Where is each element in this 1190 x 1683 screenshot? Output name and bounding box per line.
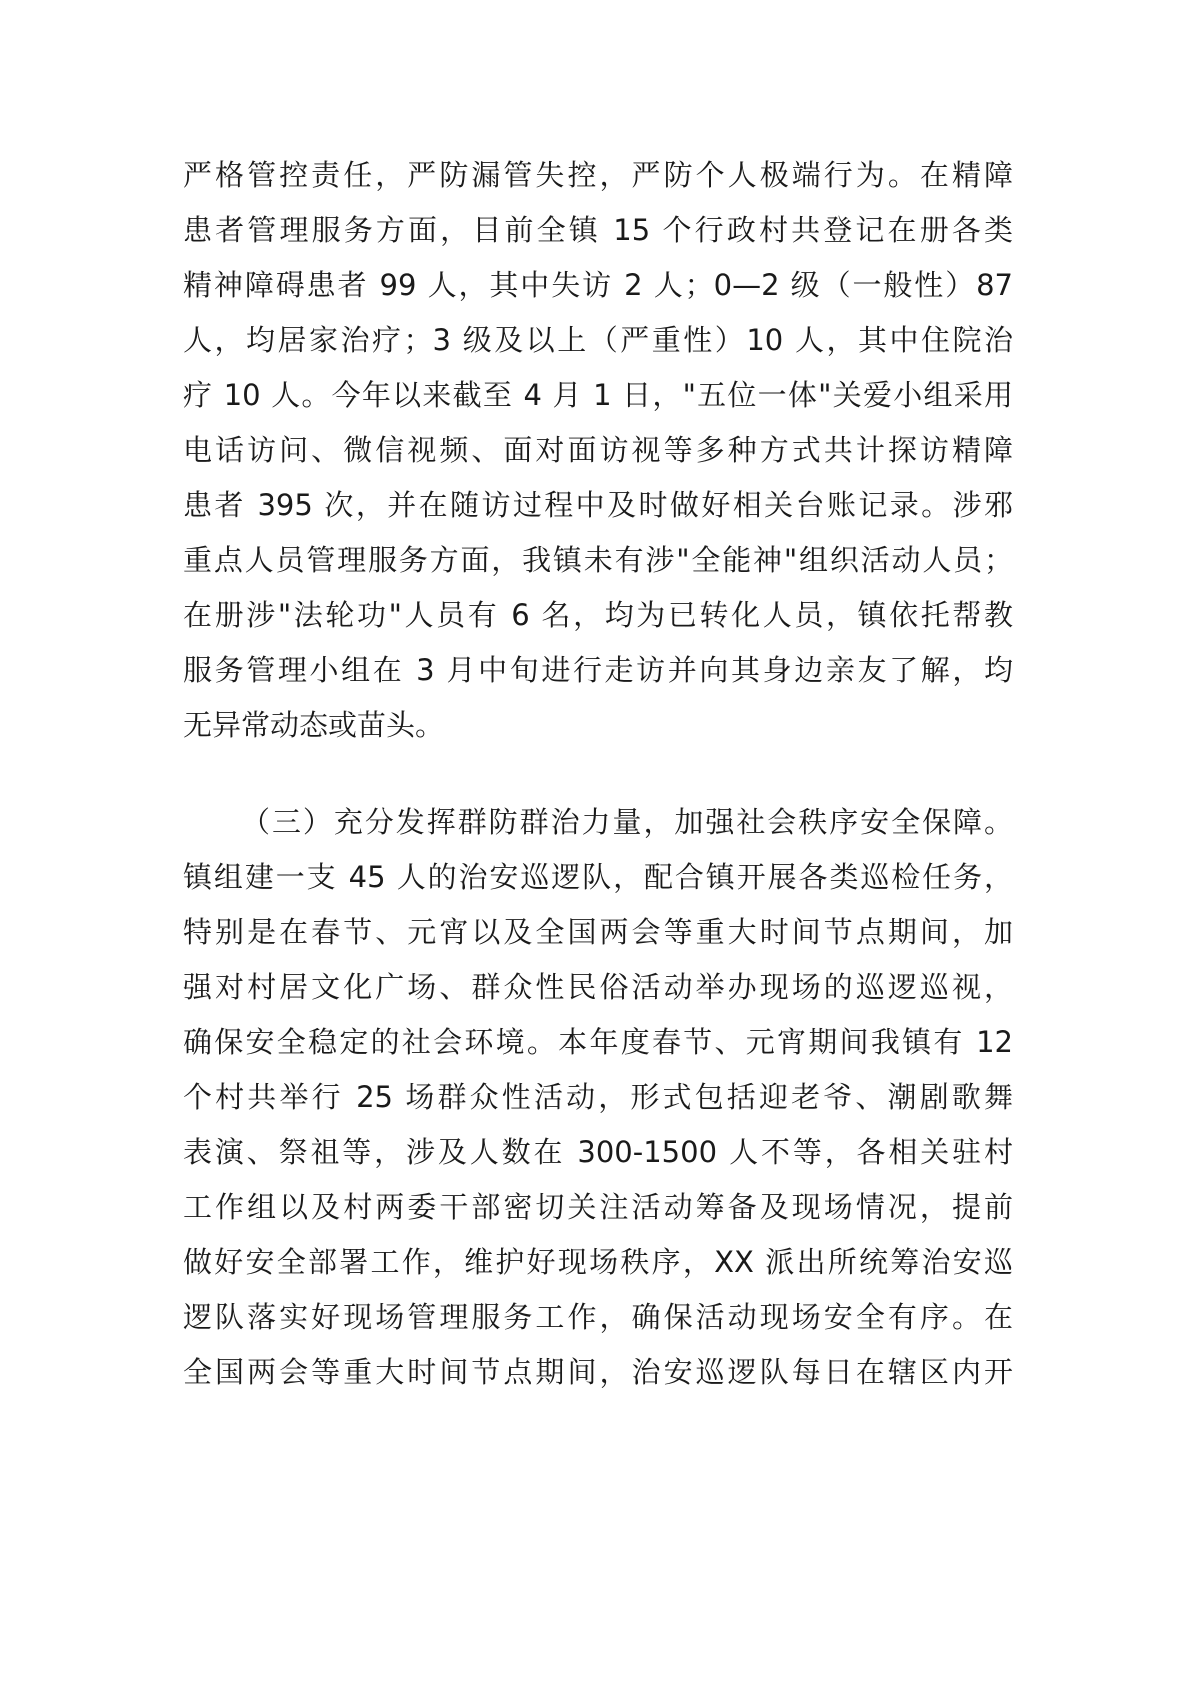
text-line: 严格管控责任，严防漏管失控，严防个人极端行为。在精障 bbox=[183, 158, 1013, 192]
text-line: 电话访问、微信视频、面对面访视等多种方式共计探访精障 bbox=[183, 433, 1013, 467]
text-line: 表演、祭祖等，涉及人数在 300-1500 人不等，各相关驻村 bbox=[183, 1135, 1013, 1169]
text-line: 患者管理服务方面，目前全镇 15 个行政村共登记在册各类 bbox=[183, 213, 1013, 247]
text-line: 逻队落实好现场管理服务工作，确保活动现场安全有序。在 bbox=[183, 1300, 1013, 1334]
text-line: 精神障碍患者 99 人，其中失访 2 人；0—2 级（一般性）87 bbox=[183, 268, 1013, 302]
text-line: 人，均居家治疗；3 级及以上（严重性）10 人，其中住院治 bbox=[183, 323, 1013, 357]
text-line: 工作组以及村两委干部密切关注活动筹备及现场情况，提前 bbox=[183, 1190, 1013, 1224]
text-line: 特别是在春节、元宵以及全国两会等重大时间节点期间，加 bbox=[183, 915, 1013, 949]
text-line: 无异常动态或苗头。 bbox=[183, 708, 445, 742]
text-line: 强对村居文化广场、群众性民俗活动举办现场的巡逻巡视， bbox=[183, 970, 1013, 1004]
text-line: 患者 395 次，并在随访过程中及时做好相关台账记录。涉邪 bbox=[183, 488, 1013, 522]
text-line: 做好安全部署工作，维护好现场秩序，XX 派出所统筹治安巡 bbox=[183, 1245, 1013, 1279]
text-line: 个村共举行 25 场群众性活动，形式包括迎老爷、潮剧歌舞 bbox=[183, 1080, 1013, 1114]
text-line: 确保安全稳定的社会环境。本年度春节、元宵期间我镇有 12 bbox=[183, 1025, 1013, 1059]
text-line: 重点人员管理服务方面，我镇未有涉"全能神"组织活动人员； bbox=[183, 543, 1013, 577]
document-body bbox=[183, 148, 1013, 1400]
text-line: 全国两会等重大时间节点期间，治安巡逻队每日在辖区内开 bbox=[183, 1355, 1013, 1389]
paragraph-public-security-patrol bbox=[183, 795, 1013, 1400]
text-line: 镇组建一支 45 人的治安巡逻队，配合镇开展各类巡检任务， bbox=[183, 860, 1013, 894]
paragraph-spacer bbox=[183, 753, 1013, 795]
paragraph-mental-health-management bbox=[183, 148, 1013, 753]
text-line: 在册涉"法轮功"人员有 6 名，均为已转化人员，镇依托帮教 bbox=[183, 598, 1013, 632]
text-line: 服务管理小组在 3 月中旬进行走访并向其身边亲友了解，均 bbox=[183, 653, 1013, 687]
text-line: 疗 10 人。今年以来截至 4 月 1 日，"五位一体"关爱小组采用 bbox=[183, 378, 1013, 412]
section-heading-line: （三）充分发挥群防群治力量，加强社会秩序安全保障。 bbox=[241, 805, 1013, 839]
